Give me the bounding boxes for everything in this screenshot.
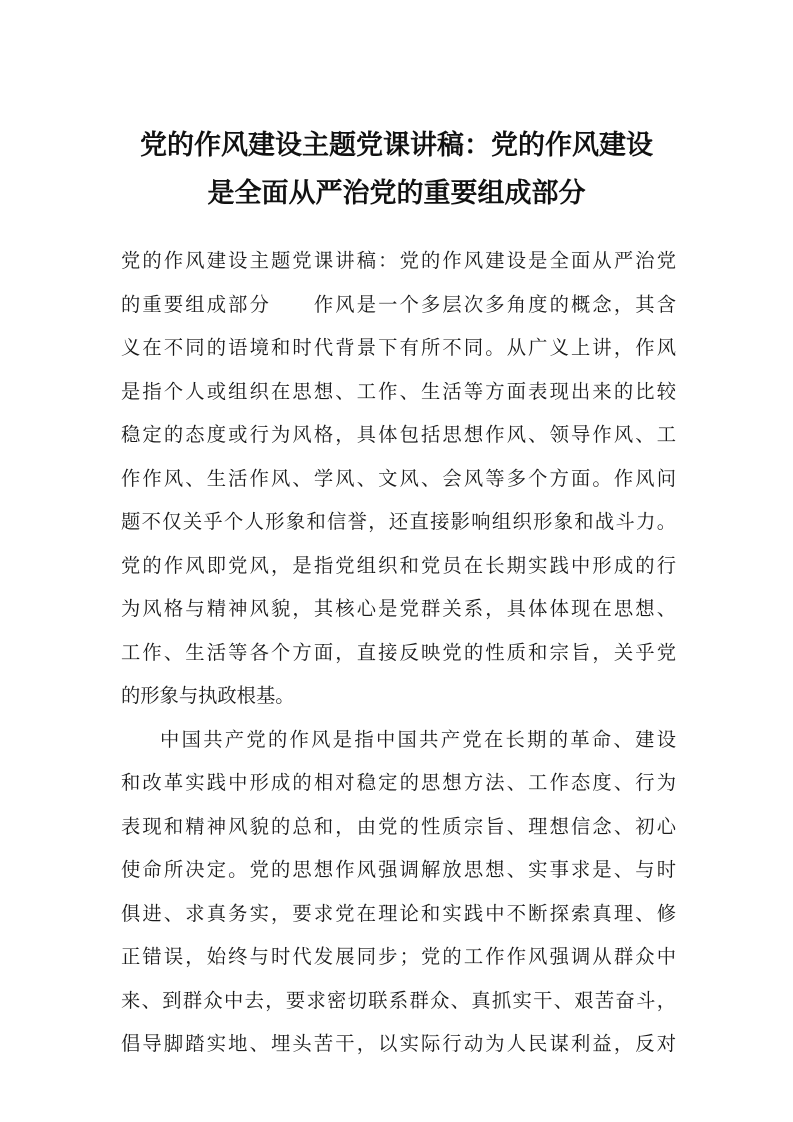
paragraph-line: 作作风、生活作风、学风、文风、会风等多个方面。作风问 <box>121 467 676 490</box>
paragraph-line: 党的作风建设主题党课讲稿：党的作风建设是全面从严治党 <box>121 249 676 272</box>
paragraph-line: 俱进、求真务实，要求党在理论和实践中不断探索真理、修 <box>121 902 676 925</box>
paragraph-line: 表现和精神风貌的总和，由党的性质宗旨、理想信念、初心 <box>121 815 676 838</box>
paragraph-line: 和改革实践中形成的相对稳定的思想方法、工作态度、行为 <box>121 771 676 794</box>
paragraph-line: 义在不同的语境和时代背景下有所不同。从广义上讲，作风 <box>121 336 676 359</box>
paragraph-line: 党的作风即党风，是指党组织和党员在长期实践中形成的行 <box>121 554 676 577</box>
document-title-line-1: 党的作风建设主题党课讲稿：党的作风建设 <box>140 130 653 161</box>
paragraph-line: 为风格与精神风貌，其核心是党群关系，具体体现在思想、 <box>121 597 676 620</box>
paragraph-line: 的形象与执政根基。 <box>121 684 295 707</box>
paragraph-line: 中国共产党的作风是指中国共产党在长期的革命、建设 <box>160 728 676 751</box>
paragraph-line: 的重要组成部分 作风是一个多层次多角度的概念，其含 <box>121 293 676 316</box>
paragraph-line: 倡导脚踏实地、埋头苦干，以实际行动为人民谋利益，反对 <box>121 1032 676 1055</box>
paragraph-line: 正错误，始终与时代发展同步；党的工作作风强调从群众中 <box>121 945 676 968</box>
paragraph-line: 题不仅关乎个人形象和信誉，还直接影响组织形象和战斗力。 <box>121 510 676 533</box>
document-title-line-2: 是全面从严治党的重要组成部分 <box>207 178 586 209</box>
paragraph-line: 稳定的态度或行为风格，具体包括思想作风、领导作风、工 <box>121 423 676 446</box>
paragraph-line: 使命所决定。党的思想作风强调解放思想、实事求是、与时 <box>121 858 676 881</box>
paragraph-line: 是指个人或组织在思想、工作、生活等方面表现出来的比较 <box>121 380 676 403</box>
paragraph-line: 工作、生活等各个方面，直接反映党的性质和宗旨，关乎党 <box>121 641 676 664</box>
paragraph-line: 来、到群众中去，要求密切联系群众、真抓实干、艰苦奋斗， <box>121 989 676 1012</box>
